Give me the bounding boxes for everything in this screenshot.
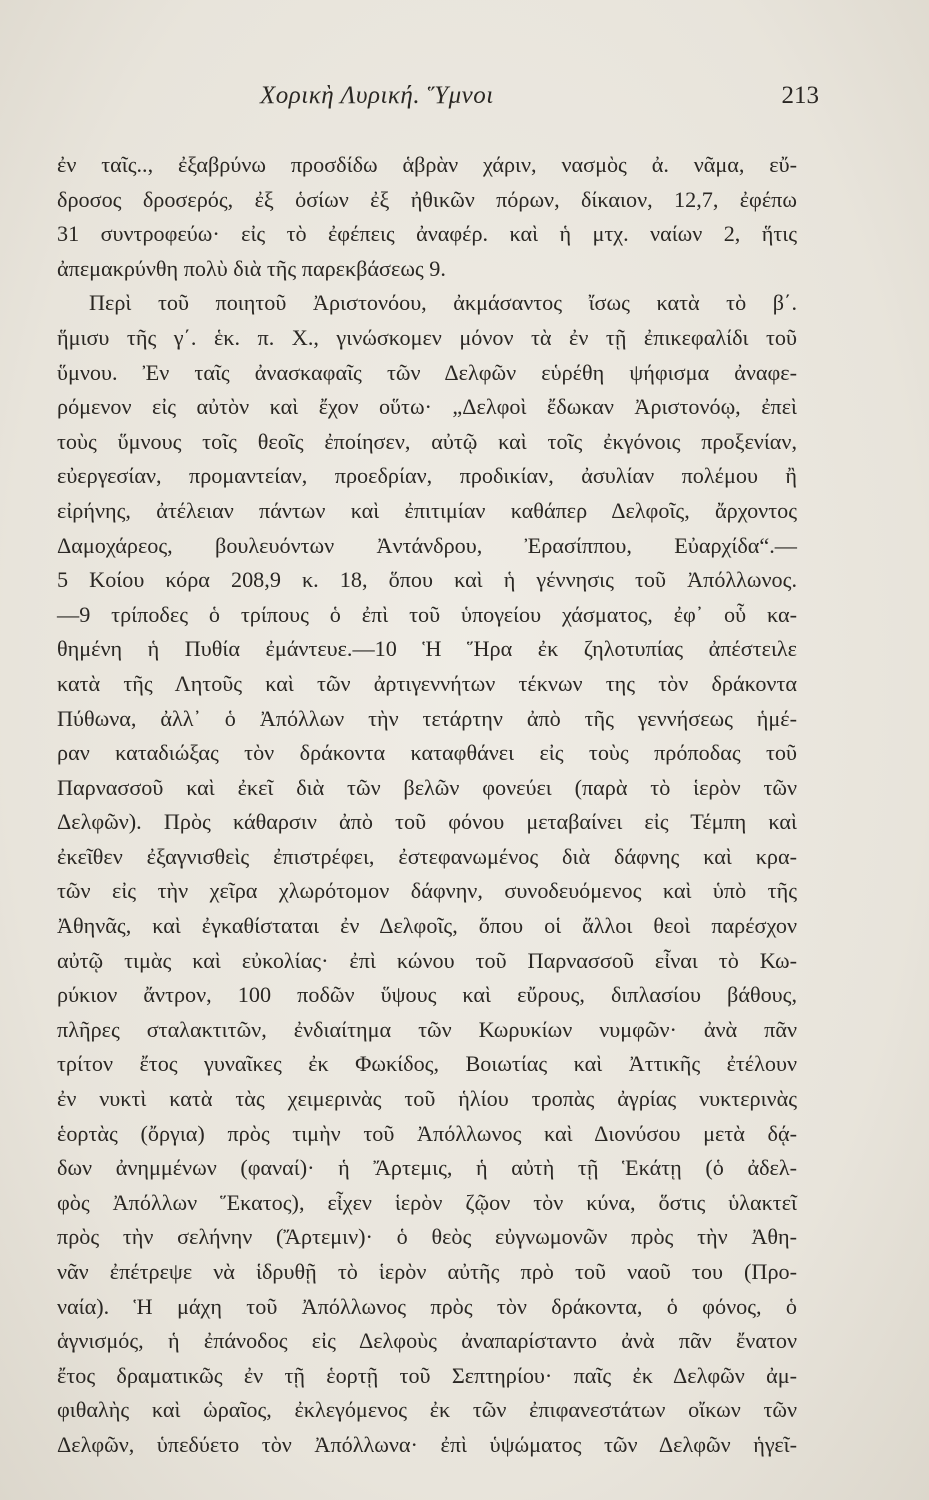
text-line: ἐν νυκτὶ κατὰ τὰς χειμερινὰς τοῦ ἡλίου τροπὰς ἀγρίας νυκτερινὰς [57,1086,797,1112]
text-line: πλῆρες σταλακτιτῶν, ἐνδιαίτημα τῶν Κωρυκίων νυμφῶν· ἀνὰ πᾶν [57,1016,797,1042]
text-line: εἰρήνης, ἀτέλειαν πάντων καὶ ἐπιτιμίαν καθάπερ Δελφοῖς, ἄρχοντος [57,497,797,523]
text-line: φιθαλὴς καὶ ὡραῖος, ἐκλεγόμενος ἐκ τῶν ἐπιφανεστάτων οἴκων τῶν [57,1397,797,1423]
page-header [250,82,819,122]
text-line: Πύθωνα, ἀλλ᾽ ὁ Ἀπόλλων τὴν τετάρτην ἀπὸ τῆς γεννήσεως ἡμέ- [57,705,797,731]
text-line: Περὶ τοῦ ποιητοῦ Ἀριστονόου, ἀκμάσαντος ἴσως κατὰ τὸ β΄. [89,290,797,316]
text-line: Ἀθηνᾶς, καὶ ἐγκαθίσταται ἐν Δελφοῖς, ὅπου οἱ ἄλλοι θεοὶ παρέσχον [57,913,797,939]
text-line: τῶν εἰς τὴν χεῖρα χλωρότομον δάφνην, συνοδευόμενος καὶ ὑπὸ τῆς [57,878,797,904]
running-head: Χορικὴ Λυρική. Ὕμνοι [260,82,494,109]
text-line: θημένη ἡ Πυθία ἐμάντευε.—10 Ἡ Ἥρα ἐκ ζηλοτυπίας ἀπέστειλε [57,636,797,662]
text-line: ὕμνου. Ἐν ταῖς ἀνασκαφαῖς τῶν Δελφῶν εὑρέθη ψήφισμα ἀναφε- [57,359,797,385]
text-line: ἔτος δραματικῶς ἐν τῇ ἑορτῇ τοῦ Σεπτηρίου· παῖς ἐκ Δελφῶν ἀμ- [57,1362,797,1388]
page-number: 213 [781,82,819,109]
text-line: εὐεργεσίαν, προμαντείαν, προεδρίαν, προδικίαν, ἀσυλίαν πολέμου ἢ [57,463,797,489]
text-line: δροσος δροσερός, ἐξ ὁσίων ἐξ ἠθικῶν πόρων, δίκαιον, 12,7, ἐφέπω [57,186,797,212]
text-line: —9 τρίποδες ὁ τρίπους ὁ ἐπὶ τοῦ ὑπογείου χάσματος, ἐφ᾽ οὗ κα- [57,601,797,627]
text-line: 5 Κοίου κόρα 208,9 κ. 18, ὅπου καὶ ἡ γέννησις τοῦ Ἀπόλλωνος. [57,567,797,593]
text-line: αὐτῷ τιμὰς καὶ εὐκολίας· ἐπὶ κώνου τοῦ Παρνασσοῦ εἶναι τὸ Κω- [57,947,797,973]
text-line: ἐν ταῖς.., ἐξαβρύνω προσδίδω ἁβρὰν χάριν, νασμὸς ἀ. νᾶμα, εὔ- [57,152,797,177]
text-line: ἐκεῖθεν ἐξαγνισθεὶς ἐπιστρέφει, ἐστεφανωμένος διὰ δάφνης καὶ κρα- [57,843,797,869]
text-line: δων ἀνημμένων (φαναί)· ἡ Ἄρτεμις, ἡ αὐτὴ τῇ Ἑκάτῃ (ὁ ἀδελ- [57,1155,797,1181]
commentary-text [57,148,797,1463]
text-line: πρὸς τὴν σελήνην (Ἄρτεμιν)· ὁ θεὸς εὐγνωμονῶν πρὸς τὴν Ἀθη- [57,1224,797,1250]
text-line: Δαμοχάρεος, βουλευόντων Ἀντάνδρου, Ἐρασίππου, Εὐαρχίδα“.— [57,532,797,558]
text-line: ἁγνισμός, ἡ ἐπάνοδος εἰς Δελφοὺς ἀναπαρίσταντο ἀνὰ πᾶν ἔνατον [57,1328,797,1354]
text-line: Δελφῶν). Πρὸς κάθαρσιν ἀπὸ τοῦ φόνου μεταβαίνει εἰς Τέμπη καὶ [57,809,797,835]
text-line: Παρνασσοῦ καὶ ἐκεῖ διὰ τῶν βελῶν φονεύει (παρὰ τὸ ἱερὸν τῶν [57,774,797,800]
text-line: Δελφῶν, ὑπεδύετο τὸν Ἀπόλλωνα· ἐπὶ ὑψώματος τῶν Δελφῶν ἡγεῖ- [57,1431,797,1457]
text-line: κατὰ τῆς Λητοῦς καὶ τῶν ἀρτιγεννήτων τέκνων της τὸν δράκοντα [57,670,797,696]
text-line: ἑορτὰς (ὄργια) πρὸς τιμὴν τοῦ Ἀπόλλωνος καὶ Διονύσου μετὰ δᾴ- [57,1120,797,1146]
text-line: τρίτον ἔτος γυναῖκες ἐκ Φωκίδος, Βοιωτίας καὶ Ἀττικῆς ἐτέλουν [57,1051,797,1077]
text-line: τοὺς ὕμνους τοῖς θεοῖς ἐποίησεν, αὐτῷ καὶ τοῖς ἐκγόνοις προξενίαν, [57,428,797,454]
text-line: ραν καταδιώξας τὸν δράκοντα καταφθάνει εἰς τοὺς πρόποδας τοῦ [57,740,797,766]
text-line: ρύκιον ἄντρον, 100 ποδῶν ὕψους καὶ εὔρους, διπλασίου βάθους, [57,982,797,1008]
text-line: φὸς Ἀπόλλων Ἕκατος), εἶχεν ἱερὸν ζῷον τὸν κύνα, ὅστις ὑλακτεῖ [57,1189,797,1215]
text-line: ἥμισυ τῆς γ΄. ἑκ. π. Χ., γινώσκομεν μόνον τὰ ἐν τῇ ἐπικεφαλίδι τοῦ [57,324,797,350]
text-line: ἀπεμακρύνθη πολὺ διὰ τῆς παρεκβάσεως 9. [57,255,446,281]
text-line: νᾶν ἐπέτρεψε νὰ ἱδρυθῇ τὸ ἱερὸν αὐτῆς πρὸ τοῦ ναοῦ του (Προ- [57,1259,797,1284]
text-line: ναία). Ἡ μάχη τοῦ Ἀπόλλωνος πρὸς τὸν δράκοντα, ὁ φόνος, ὁ [57,1293,797,1319]
text-line: 31 συντροφεύω· εἰς τὸ ἐφέπεις ἀναφέρ. καὶ ἡ μτχ. ναίων 2, ἥτις [57,221,797,247]
text-line: ρόμενον εἰς αὐτὸν καὶ ἔχον οὕτω· „Δελφοὶ ἔδωκαν Ἀριστονόῳ, ἐπεὶ [57,394,797,420]
